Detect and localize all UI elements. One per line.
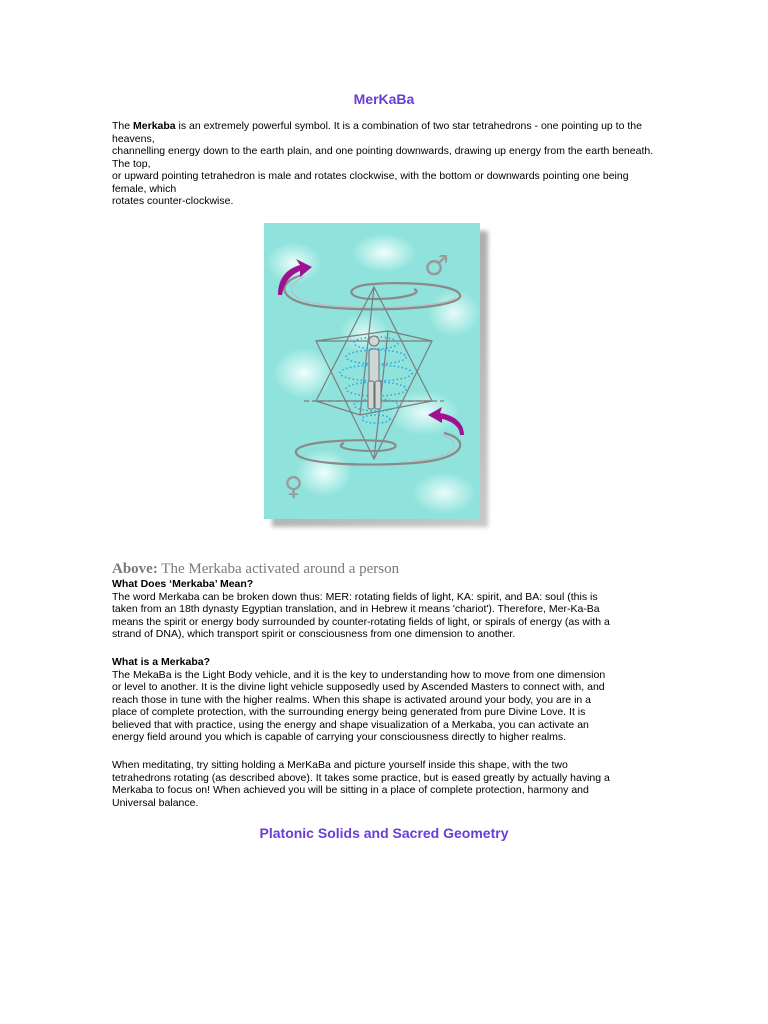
section-line: strand of DNA), which transport spirit or consciousness from one dimension to another. <box>112 628 516 640</box>
intro-lead: The <box>112 120 134 132</box>
section-line: taken from an 18th dynasty Egyptian translation, and in Hebrew it means 'chariot'). Therefore, Mer-Ka-Ba <box>112 603 600 615</box>
section-meditation <box>112 759 660 809</box>
section-line: The word Merkaba can be broken down thus: MER: rotating fields of light, KA: spirit, and BA: soul (this is <box>112 590 598 603</box>
intro-bold-term: Merkaba <box>133 120 176 132</box>
caption-text: The Merkaba activated around a person <box>157 561 400 577</box>
section-line: energy field around you which is capable of carrying your consciousness directly to higher realms. <box>112 731 567 743</box>
section-line: place of complete protection, with the surrounding energy being generated from pure Divine Love. It is <box>112 706 586 718</box>
lower-arrow-icon <box>428 407 464 435</box>
figure-image <box>264 223 480 519</box>
merkaba-figure <box>264 223 480 519</box>
section-what-is <box>112 656 660 744</box>
section-heading: What Does ‘Merkaba’ Mean? <box>112 578 254 590</box>
section-line: When meditating, try sitting holding a MerKaBa and picture yourself inside this shape, with the two <box>112 759 568 771</box>
section-line: reach those in tune with the higher realms. When this shape is activated around your body, you are in a <box>112 693 591 706</box>
intro-line: rotates counter-clockwise. <box>112 195 234 207</box>
section-line: Universal balance. <box>112 796 199 809</box>
intro-paragraph <box>112 120 660 208</box>
section-heading: What is a Merkaba? <box>112 656 211 668</box>
intro-line: or upward pointing tetrahedron is male and rotates clockwise, with the bottom or downwards pointing one being female, which <box>112 170 629 195</box>
section-line: tetrahedrons rotating (as described above). It takes some practice, but is eased greatly by actually having a <box>112 771 610 784</box>
person-figure <box>368 336 381 409</box>
intro-line: channelling energy down to the earth plain, and one pointing downwards, drawing up energy from the earth beneath. The top, <box>112 145 654 170</box>
figure-caption <box>112 561 399 578</box>
female-symbol-icon: ♀ <box>284 472 304 502</box>
merkaba-illustration <box>264 223 480 519</box>
section-line: believed that with practice, using the energy and shape visualization of a Merkaba, you can activate an <box>112 718 589 731</box>
section-line: means the spirit or energy body surrounded by counter-rotating fields of light, or spirals of energy (as with a <box>112 615 610 628</box>
section-line: or level to another. It is the divine light vehicle supposedly used by Ascended Masters to connect with, and <box>112 681 605 693</box>
page-title: MerKaBa <box>353 91 415 107</box>
section-line: Merkaba to focus on! When achieved you will be sitting in a place of complete protection, harmony and <box>112 784 589 796</box>
section-line: The MekaBa is the Light Body vehicle, and it is the key to understanding how to move from one dimension <box>112 668 606 681</box>
male-symbol-icon: ♂ <box>424 249 450 282</box>
lower-spiral <box>296 433 460 465</box>
intro-line: is an extremely powerful symbol. It is a combination of two star tetrahedrons - one pointing up to the heavens, <box>112 120 642 145</box>
section-meaning <box>112 578 660 641</box>
caption-label: Above: <box>112 561 158 577</box>
section-title: Platonic Solids and Sacred Geometry <box>259 825 509 841</box>
